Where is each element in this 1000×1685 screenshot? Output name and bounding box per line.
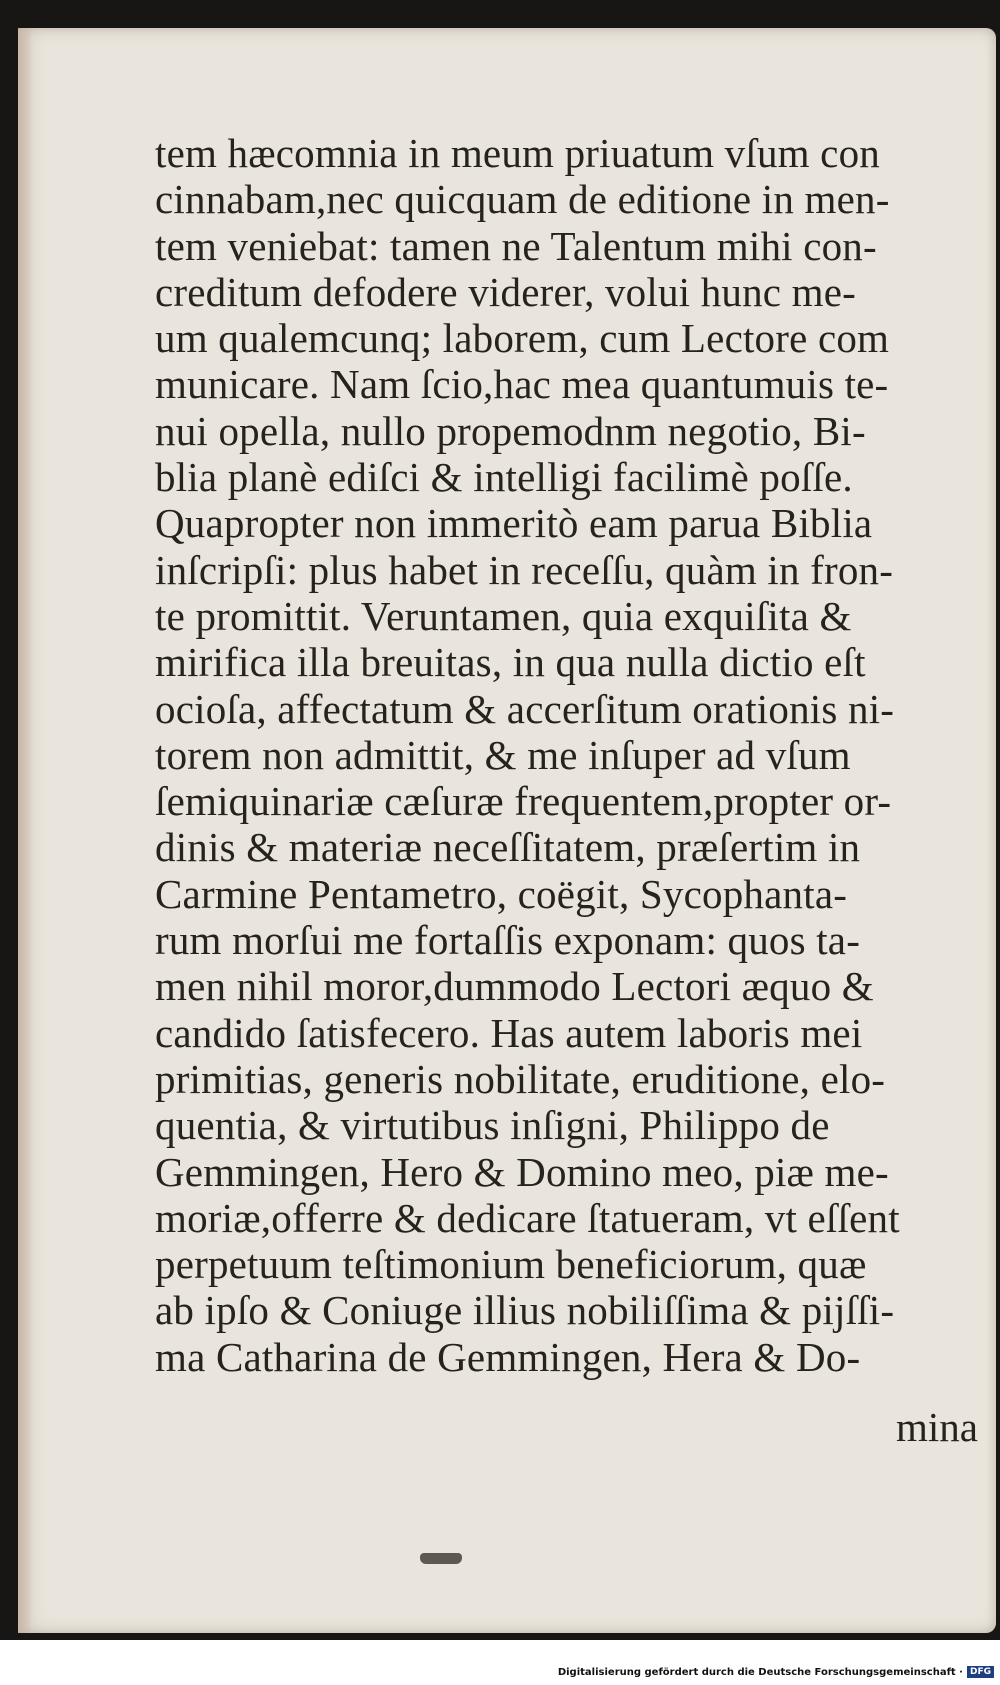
- text-line: torem non admittit, & me inſuper ad vſum: [155, 731, 851, 778]
- text-line: Quapropter non immeritò eam parua Biblia: [155, 500, 873, 547]
- text-line: municare. Nam ſcio,hac mea quantumuis te-: [155, 361, 889, 408]
- text-line: tem hæcomnia in meum priuatum vſum con: [155, 130, 880, 176]
- text-line: Carmine Pentametro, coëgit, Sycophanta-: [155, 870, 848, 917]
- ornament-mark: [420, 1553, 462, 1564]
- text-line: quentia, & virtutibus inſigni, Philippo de: [155, 1102, 830, 1149]
- text-line: dinis & materiæ neceſſitatem, præſertim in: [155, 824, 861, 871]
- text-line: ma Catharina de Gemmingen, Hera & Do-: [155, 1333, 861, 1380]
- text-line: ocioſa, affectatum & accerſitum orationis ni-: [155, 685, 895, 732]
- footer-credit: [558, 1666, 994, 1678]
- text-line: um qualemcunq; laborem, cum Lectore com: [155, 315, 890, 362]
- footer-text: Digitalisierung gefördert durch die Deutsche Forschungsgemeinschaft ·: [557, 1666, 963, 1678]
- text-line: cinnabam,nec quicquam de editione in men-: [155, 176, 890, 223]
- text-block: [155, 130, 985, 1380]
- text-line: creditum defodere viderer, volui hunc me-: [155, 268, 856, 315]
- text-line: tem veniebat: tamen ne Talentum mihi con-: [155, 222, 877, 269]
- text-line: ab ipſo & Coniuge illius nobiliſſima & pijſſi-: [155, 1287, 895, 1334]
- dfg-logo: DFG: [967, 1666, 994, 1678]
- text-line: primitias, generis nobilitate, eruditione, elo-: [155, 1055, 886, 1102]
- text-line: rum morſui me fortaſſis exponam: quos ta-: [155, 917, 861, 964]
- text-line: moriæ,offerre & dedicare ſtatueram, vt eſſent: [155, 1194, 900, 1241]
- text-line: nui opella, nullo propemodnm negotio, Bi-: [155, 407, 866, 454]
- catchword: mina: [896, 1404, 978, 1450]
- text-line: candido ſatisfecero. Has autem laboris mei: [155, 1009, 863, 1056]
- text-line: Gemmingen, Hero & Domino meo, piæ me-: [155, 1148, 889, 1195]
- text-line: mirifica illa breuitas, in qua nulla dictio eſt: [155, 639, 866, 686]
- page-gutter-shadow: [18, 28, 32, 1633]
- text-line: perpetuum teſtimonium beneficiorum, quæ: [155, 1241, 867, 1288]
- text-line: men nihil moror,dummodo Lectori æquo &: [155, 963, 874, 1010]
- text-line: inſcripſi: plus habet in receſſu, quàm in fron-: [155, 546, 894, 593]
- text-line: te promittit. Veruntamen, quia exquiſita &: [155, 592, 852, 639]
- text-line: blia planè ediſci & intelligi facilimè poſſe.: [155, 454, 853, 501]
- text-line: ſemiquinariæ cæſuræ frequentem,propter or-: [155, 778, 892, 825]
